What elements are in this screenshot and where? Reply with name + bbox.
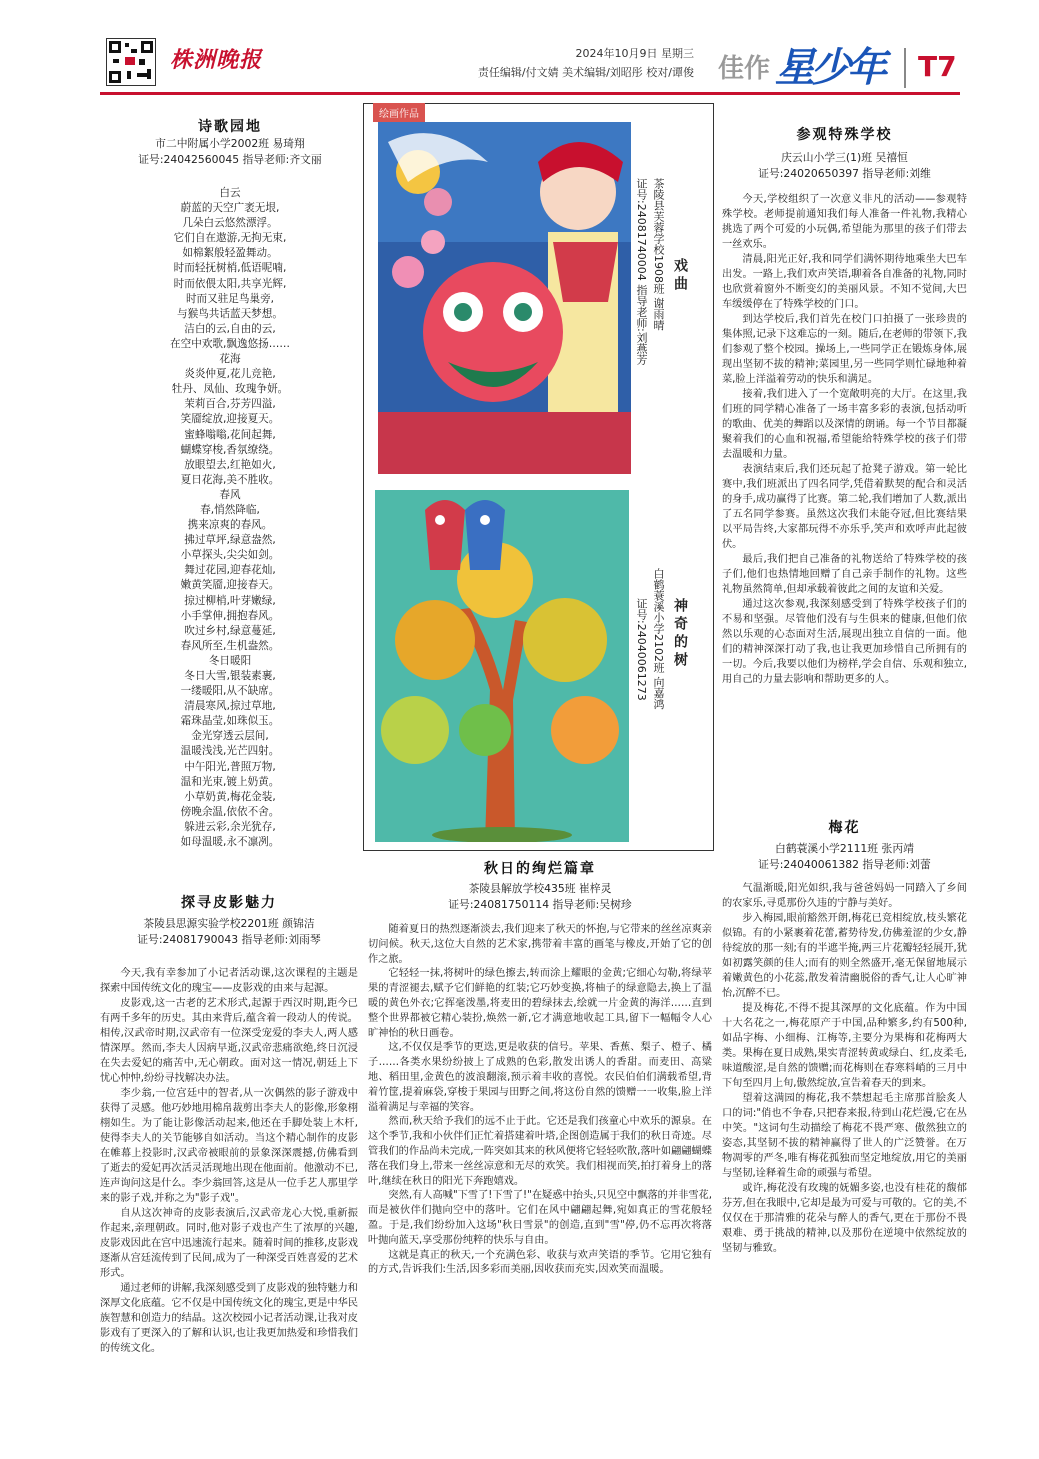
poem-line: 金光穿透云层间, xyxy=(191,730,269,743)
poem-line: 拂过草坪,绿意盎然, xyxy=(184,534,276,547)
poem-title: 白云 xyxy=(219,187,241,199)
visit-article xyxy=(722,124,967,687)
visit-school: 庆云山小学三(1)班 吴禧恒 xyxy=(781,151,908,164)
plum-cert: 证号:24040061382 指导老师:刘蕾 xyxy=(758,858,931,871)
poem-line: 霜珠晶莹,如珠似玉。 xyxy=(180,715,280,728)
poem-line: 夏日花海,美不胜收。 xyxy=(180,473,280,486)
poem-line: 时而又驻足鸟巢旁, xyxy=(185,292,275,305)
paragraph: 望着这满园的梅花,我不禁想起毛主席那首脍炙人口的词:"俏也不争春,只把春来报,待到山花烂漫,它在丛中笑。"这词句生动描绘了梅花不畏严寒、傲然独立的姿态,其坚韧不拔的精神赢得了世人的广泛赞誉。在万物凋零的严冬,唯有梅花孤独而坚定地绽放,用它的美丽与坚韧,诠释着生命的顽强与希望。 xyxy=(722,1093,967,1179)
poem-line: 吹过乡村,绿意蔓延, xyxy=(184,624,276,637)
paragraph: 或许,梅花没有玫瑰的妩媚多姿,也没有桂花的馥郁芬芳,但在我眼中,它却是最为可爱与可敬的。它的美,不仅仅在于那清雅的花朵与醉人的香气,更在于那份不畏艰难、勇于挑战的精神,以及那份在逆境中依然绽放的坚韧与雅致。 xyxy=(722,1183,967,1254)
poem-line: 在空中欢歌,飘逸悠扬…… xyxy=(170,337,290,350)
poetry-title: 诗歌园地 xyxy=(198,119,262,135)
brand-logo: 星少年 xyxy=(775,45,883,91)
poem-line: 几朵白云悠然漂浮。 xyxy=(182,217,278,230)
paragraph: 最后,我们把自己准备的礼物送给了特殊学校的孩子们,他们也热情地回赠了自己亲手制作的礼物。这些礼物虽然简单,但却承载着彼此之间的友谊和关爱。 xyxy=(722,554,967,595)
poem-line: 蝴蝶穿梭,香氛缭绕。 xyxy=(180,443,280,456)
paragraph: 然而,秋天给予我们的远不止于此。它还是我们孩童心中欢乐的源泉。在这个季节,我和小伙伴们正忙着搭建着叶塔,企图创造属于我们的秋日奇迹。尽管我们的作品尚未完成,一阵突如其来的秋风便将它轻轻吹散,落叶如翩翩蝴蝶落在我们身上,带来一丝丝凉意和无尽的欢笑。我们相视而笑,拍打着身上的落叶,继续在秋日的阳光下奔跑嬉戏。 xyxy=(368,1116,712,1187)
header-rule xyxy=(100,92,960,95)
poetry-cert: 证号:24042560045 指导老师:齐文丽 xyxy=(138,153,322,166)
poem-line: 炎炎仲夏,花儿竞艳, xyxy=(184,368,276,381)
poem-line: 冬日大雪,银装素裹, xyxy=(184,670,276,682)
poem-title: 冬日暖阳 xyxy=(208,654,252,667)
visit-title: 参观特殊学校 xyxy=(796,127,893,143)
poem-line: 舞过花园,迎春花灿, xyxy=(184,564,276,577)
paragraph: 通过这次参观,我深刻感受到了特殊学校孩子们的不易和坚强。尽管他们没有与生俱来的健康,但他们依然以乐观的心态面对生活,展现出独立自信的一面。他们的精神深深打动了我,也让我更加珍惜自己所拥有的一切。今后,我要以他们为榜样,学会自信、乐观和独立,用自己的力量去影响和帮助更多的人。 xyxy=(722,599,967,685)
plum-body xyxy=(722,881,967,1256)
paragraph: 步入梅园,眼前豁然开朗,梅花已竞相绽放,枝头繁花似锦。有的小紧裹着花蕾,蓄势待发,仿佛羞涩的少女,静待绽放的那一刻;有的半遮半掩,两三片花瓣轻轻展开,犹如初露笑颜的佳人;而有的则全然盛开,毫无保留地展示着嫩黄色的小花蕊,散发着清幽脱俗的香气,让人心旷神怡,沉醉不已。 xyxy=(722,913,967,999)
poem-line: 温和光束,镀上奶黄。 xyxy=(180,775,280,788)
autumn-article xyxy=(368,858,712,1278)
page-number: T7 xyxy=(918,50,957,83)
paragraph: 表演结束后,我们还玩起了抢凳子游戏。第一轮比赛中,我们班派出了四名同学,凭借着默契的配合和灵活的身手,成功赢得了比赛。第二轮,我们增加了人数,派出了五名同学参赛。虽然这次我们未能夺冠,但比赛结果以平局告终,大家都玩得不亦乐乎,笑声和欢呼声此起彼伏。 xyxy=(722,464,967,550)
painting-tree-cert: 证号:24040061273 xyxy=(635,598,648,701)
poem-line: 嫩黄笑靥,迎接春天。 xyxy=(180,579,280,592)
poem-line: 放眼望去,红艳如火, xyxy=(184,458,276,471)
poem-title: 花海 xyxy=(219,353,241,366)
poem-line: 时而轻抚树梢,低语呢喃, xyxy=(173,262,287,275)
shadow-article xyxy=(100,892,358,1356)
paragraph: 今天,我有幸参加了小记者活动课,这次课程的主题是探索中国传统文化的瑰宝——皮影戏的由来与起源。 xyxy=(100,968,358,994)
visit-body xyxy=(722,192,967,687)
autumn-school: 茶陵县解放学校435班 崔梓灵 xyxy=(468,882,612,895)
poem-line: 一缕暖阳,从不缺席。 xyxy=(180,685,280,698)
paragraph: 这就是真正的秋天,一个充满色彩、收获与欢声笑语的季节。它用它独有的方式,告诉我们:生活,因多彩而美丽,因收获而充实,因欢笑而温暖。 xyxy=(368,1249,712,1276)
poem-line: 躲进云彩,余光犹存, xyxy=(184,820,276,833)
paragraph: 接着,我们进入了一个宽敞明亮的大厅。在这里,我们班的同学精心准备了一场丰富多彩的表演,包括动听的歌曲、优美的舞蹈以及深情的朗诵。每一个节目都凝聚着我们的心血和祝福,希望能给特殊学校的孩子们带去温暖和力量。 xyxy=(722,389,967,460)
poems xyxy=(110,186,350,850)
plum-school: 白鹤蓑溪小学2111班 张丙靖 xyxy=(775,842,914,855)
poem-line: 笑靥绽放,迎接夏天。 xyxy=(180,413,280,426)
autumn-body xyxy=(368,923,712,1278)
paragraph: 自从这次神奇的皮影表演后,汉武帝龙心大悦,重新振作起来,亲理朝政。同时,他对影子戏也产生了浓厚的兴趣,皮影戏因此在宫中迅速流行起来。随着时间的推移,皮影戏逐渐从宫廷流传到了民间,成为了一种深受百姓喜爱的艺术形式。 xyxy=(100,1208,358,1279)
header-divider xyxy=(904,48,906,88)
poem-line: 掠过柳梢,叶芽嫩绿, xyxy=(184,594,276,607)
poem-line: 春,悄然降临, xyxy=(200,503,260,516)
poem-line: 茉莉百合,芬芳四溢, xyxy=(184,398,276,411)
painting-opera-title: 戏曲 xyxy=(672,258,688,294)
header-date: 2024年10月9日 星期三 xyxy=(575,47,694,60)
poem-line: 温暖浅浅,光芒四射。 xyxy=(180,745,280,758)
shadow-body xyxy=(100,966,358,1356)
visit-cert: 证号:24020650397 指导老师:刘维 xyxy=(758,167,931,180)
poem-line: 如棉絮般轻盈舞动。 xyxy=(182,247,278,260)
poem-line: 蜜蜂嗡嗡,花间起舞, xyxy=(184,428,276,441)
painting-opera-school: 茶陵县芙蓉学校1908班 谢雨晴 xyxy=(652,178,665,331)
autumn-cert: 证号:24081750114 指导老师:吴树珍 xyxy=(448,898,632,911)
paragraph: 清晨,阳光正好,我和同学们满怀期待地乘坐大巴车出发。一路上,我们欢声笑语,聊着各自准备的礼物,同时也欣赏着窗外不断变幻的美丽风景。不知不觉间,大巴车缓缓停在了特殊学校的门口。 xyxy=(722,254,967,310)
poem-line: 蔚蓝的天空广袤无垠, xyxy=(180,202,280,215)
header-editors: 责任编辑/付文婧 美术编辑/刘昭彤 校对/谭俊 xyxy=(477,66,694,79)
paragraph: 气温渐暖,阳光如织,我与爸爸妈妈一同踏入了乡间的农家乐,寻觅那份久违的宁静与美好。 xyxy=(722,883,967,909)
poem-line: 傍晚余温,依依不舍。 xyxy=(180,805,280,818)
poetry-block xyxy=(110,116,350,850)
poem-line: 春风所至,生机盎然。 xyxy=(180,639,280,652)
paragraph: 李少翁,一位宫廷中的智者,从一次偶然的影子游戏中获得了灵感。他巧妙地用棉帛裁剪出李夫人的影像,形象栩栩如生。为了能让影像活动起来,他还在手脚处装上木杆,使得李夫人的关节能够自如活动。当这个精心制作的皮影在帷幕上投影时,汉武帝被眼前的景象深深震撼,仿佛看到了逝去的爱妃再次活灵活现地出现在他面前。他激动不已,连声询问这是什么。李少翁回答,这是从一位手艺人那里学来的影子戏,并称之为"影子戏"。 xyxy=(100,1088,358,1204)
autumn-title: 秋日的绚烂篇章 xyxy=(484,861,596,877)
poem-line: 时而依偎太阳,共享光辉, xyxy=(173,277,287,290)
plum-article xyxy=(722,817,967,1256)
poem-line: 小草奶黄,梅花金装, xyxy=(184,790,276,803)
section-name: 佳作 xyxy=(718,54,771,84)
paragraph: 这,不仅仅是季节的更迭,更是收获的信号。苹果、香蕉、梨子、橙子、橘子……各类水果纷纷披上了成熟的色彩,散发出诱人的香甜。而麦田、高粱地、稻田里,金黄色的波浪翻滚,预示着丰收的喜悦。农民伯伯们满载希望,背着竹筐,提着麻袋,穿梭于果园与田野之间,将这份自然的馈赠一一收集,脸上洋溢着满足与幸福的笑容。 xyxy=(368,1042,712,1113)
paragraph: 突然,有人高喊"下雪了!下雪了!"在疑惑中抬头,只见空中飘落的并非雪花,而是被伙伴们抛向空中的落叶。它们在风中翩翩起舞,宛如真正的雪花般轻盈。于是,我们纷纷加入这场"秋日雪景"的创造,直到"雪"停,仍不忘再次将落叶抛向蓝天,享受那份纯粹的快乐与自由。 xyxy=(368,1190,712,1246)
poem-title: 春风 xyxy=(219,488,241,501)
poem-line: 清晨寒风,掠过草地, xyxy=(184,700,276,713)
shadow-cert: 证号:24081790043 指导老师:刘雨琴 xyxy=(137,933,321,946)
paragraph: 到达学校后,我们首先在校门口拍摄了一张珍贵的集体照,记录下这难忘的一刻。随后,在老师的带领下,我们参观了整个校园。操场上,一些同学正在锻炼身体,展现出坚韧不拔的精神;菜园里,另一些同学则忙碌地种着菜,脸上洋溢着劳动的快乐和满足。 xyxy=(722,314,967,385)
art-tag: 绘画作品 xyxy=(373,103,425,122)
poem-line: 牡丹、凤仙、玫瑰争妍。 xyxy=(171,383,289,396)
poem-line: 洁白的云,自由的云, xyxy=(184,322,276,335)
poem-line: 小手掌伸,拥抱春风。 xyxy=(180,609,280,622)
poem-line: 它们自在遨游,无拘无束, xyxy=(173,232,287,245)
poetry-school: 市二中附属小学2002班 易琦翔 xyxy=(155,137,305,150)
painting-tree-title: 神奇的树 xyxy=(672,598,688,670)
newspaper-logo: 株洲晚报 xyxy=(170,47,263,73)
paragraph: 通过老师的讲解,我深刻感受到了皮影戏的独特魅力和深厚文化底蕴。它不仅是中国传统文化的瑰宝,更是中华民族智慧和创造力的结晶。这次校园小记者活动课,让我对皮影戏有了更深入的了解和认识,也让我更加热爱和珍惜我们的传统文化。 xyxy=(100,1283,358,1354)
painting-opera xyxy=(378,122,631,474)
shadow-school: 茶陵县思源实验学校2201班 颜锦洁 xyxy=(143,917,315,930)
paragraph: 今天,学校组织了一次意义非凡的活动——参观特殊学校。老师提前通知我们每人准备一件礼物,我精心挑选了两个可爱的小玩偶,希望能为那里的孩子们带去一丝欢乐。 xyxy=(722,194,967,250)
paragraph: 提及梅花,不得不提其深厚的文化底蕴。作为中国十大名花之一,梅花原产于中国,品种繁多,约有500种,如品字梅、小细梅、江梅等,主要分为果梅和花梅两大类。果梅在夏日成熟,果实青涩转黄或绿白、红,皮柔毛,味道酸涩,是自然的馈赠;而花梅则在春寒料峭的三月中下旬至四月上旬,傲然绽放,宣告着春天的到来。 xyxy=(722,1003,967,1089)
painting-tree xyxy=(375,490,629,842)
paragraph: 随着夏日的热烈逐渐淡去,我们迎来了秋天的怀抱,与它带来的丝丝凉爽亲切问候。秋天,这位大自然的艺术家,携带着丰富的画笔与橡皮,开始了它的创作之旅。 xyxy=(368,924,712,965)
shadow-title: 探寻皮影魅力 xyxy=(181,895,277,911)
poem-line: 中午阳光,普照万物, xyxy=(184,760,276,773)
poem-line: 携来凉爽的春风。 xyxy=(187,519,273,532)
poem-line: 如母温暖,永不凛冽。 xyxy=(180,836,280,849)
paragraph: 它轻轻一抹,将树叶的绿色擦去,转而涂上耀眼的金黄;它细心勾勒,将绿苹果的青涩褪去,赋予它们鲜艳的红装;它巧妙变换,将柚子的绿意隐去,换上了温暖的黄色外衣;它挥毫泼墨,将麦田的碧绿抹去,绘就一片金黄的海洋……直到整个世界都被它精心装扮,焕然一新,它才满意地收起工具,留下一幅幅令人心旷神怡的秋日画卷。 xyxy=(368,968,712,1039)
painting-opera-cert: 证号:24081740004 指导老师:刘燕芳 xyxy=(635,178,648,365)
poem-line: 与猴鸟共话蓝天梦想。 xyxy=(177,307,283,320)
paragraph: 皮影戏,这一古老的艺术形式,起源于西汉时期,距今已有两千多年的历史。其由来背后,蕴含着一段动人的传说。相传,汉武帝时期,汉武帝有一位深受宠爱的李夫人,两人感情深厚。然而,李夫人因病早逝,汉武帝悲痛欲绝,终日沉浸在失去爱妃的痛苦中,无心朝政。面对这一情况,朝廷上下忧心忡忡,纷纷寻找解决办法。 xyxy=(100,998,358,1084)
painting-tree-school: 白鹤蓑溪小学2102班 向嘉鸿 xyxy=(652,568,665,710)
plum-title: 梅花 xyxy=(828,820,861,836)
qr-code xyxy=(106,38,156,86)
poem-line: 小草探头,尖尖如剑。 xyxy=(180,549,280,562)
